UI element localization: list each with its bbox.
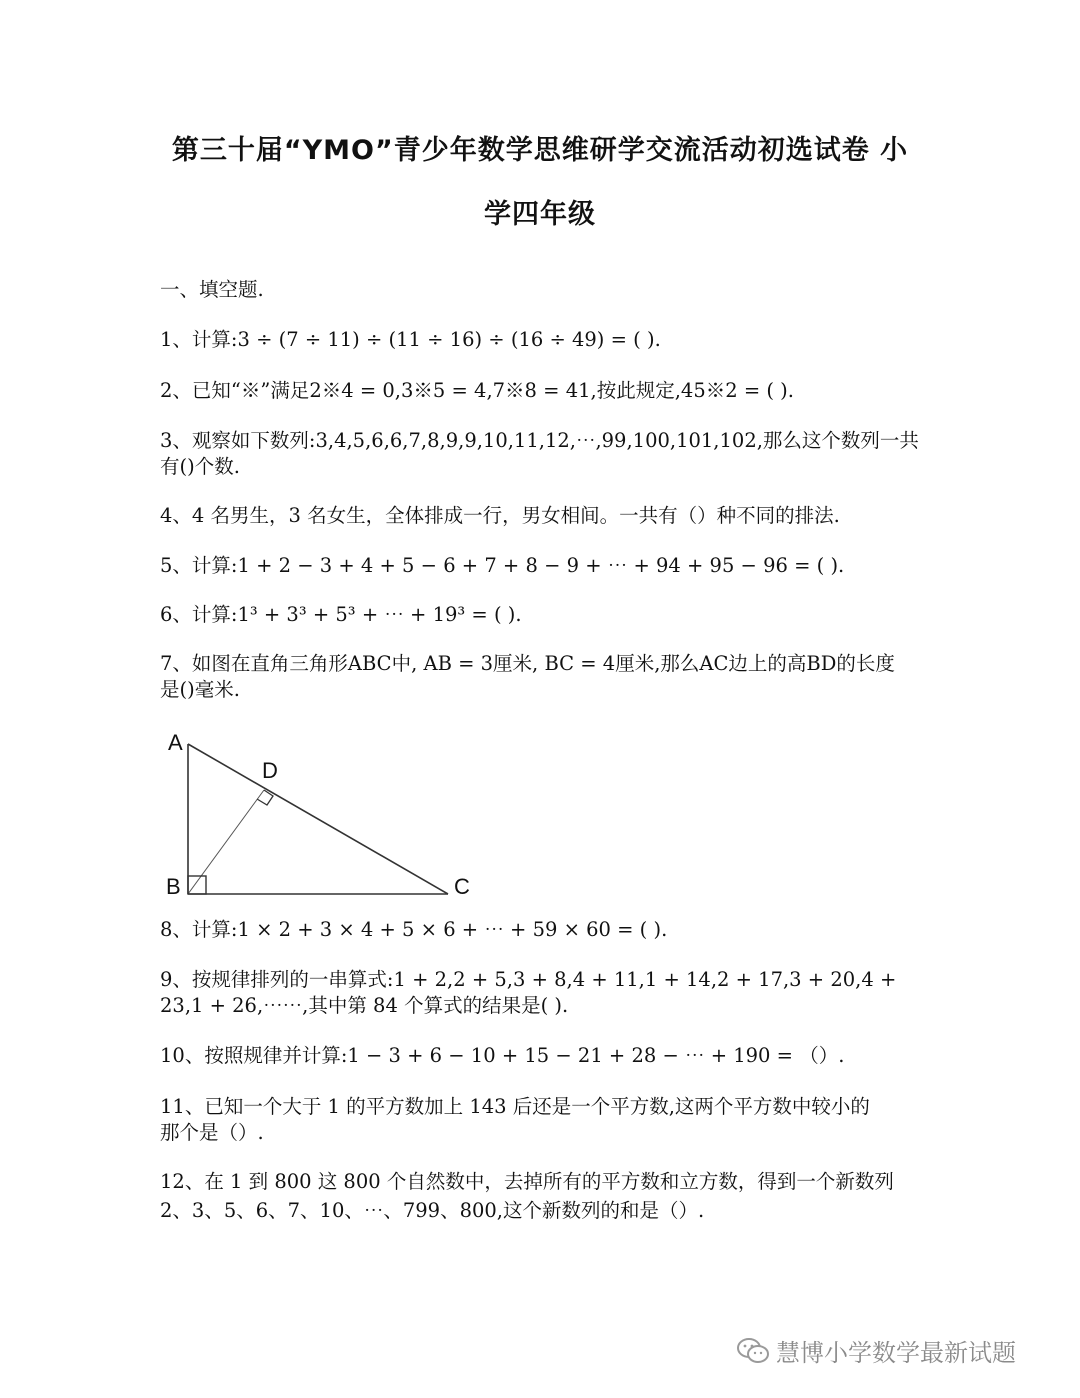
wechat-icon xyxy=(736,1337,770,1365)
question-12-cont: 2、3、5、6、7、10、⋯、799、800,这个新数列的和是（）. xyxy=(160,1199,705,1222)
watermark-text: 慧博小学数学最新试题 xyxy=(776,1339,1016,1367)
section-heading: 一、填空题. xyxy=(160,278,264,301)
page-title-line-2: 学四年级 xyxy=(484,199,596,230)
question-8: 8、计算:1 × 2 + 3 × 4 + 5 × 6 + ⋯ + 59 × 60 = ( ). xyxy=(160,918,668,941)
question-9-cont: 23,1 + 26,⋯⋯,其中第 84 个算式的结果是( ). xyxy=(160,994,569,1017)
question-3: 3、观察如下数列:3,4,5,6,6,7,8,9,9,10,11,12,⋯,99,100,101,102,那么这个数列一共 xyxy=(160,429,919,452)
right-angle-b xyxy=(188,876,206,894)
question-5: 5、计算:1 + 2 − 3 + 4 + 5 − 6 + 7 + 8 − 9 + ⋯ + 94 + 95 − 96 = ( ). xyxy=(160,554,845,577)
question-7-cont: 是()毫米. xyxy=(160,678,240,701)
question-6: 6、计算:1³ + 3³ + 5³ + ⋯ + 19³ = ( ). xyxy=(160,603,522,626)
altitude-bd xyxy=(188,790,264,894)
triangle-figure xyxy=(160,722,490,904)
page-title-line-1: 第三十届“YMO”青少年数学思维研学交流活动初选试卷 小 xyxy=(171,135,909,166)
question-4: 4、4 名男生，3 名女生，全体排成一行，男女相间。一共有（）种不同的排法. xyxy=(160,504,840,527)
triangle xyxy=(188,744,448,894)
question-2: 2、已知“※”满足2※4 = 0,3※5 = 4,7※8 = 41,按此规定,45※2 = ( ). xyxy=(160,379,794,402)
label-a: A xyxy=(168,730,183,755)
question-7: 7、如图在直角三角形ABC中, AB = 3厘米, BC = 4厘米,那么AC边上的高BD的长度 xyxy=(160,652,895,675)
question-10: 10、按照规律并计算:1 − 3 + 6 − 10 + 15 − 21 + 28 − ⋯ + 190 = （）. xyxy=(160,1044,845,1067)
label-c: C xyxy=(454,874,470,899)
question-1: 1、计算:3 ÷ (7 ÷ 11) ÷ (11 ÷ 16) ÷ (16 ÷ 49) = ( ). xyxy=(160,328,661,351)
watermark xyxy=(736,1333,1016,1368)
side-ac xyxy=(188,744,448,894)
question-11: 11、已知一个大于 1 的平方数加上 143 后还是一个平方数,这两个平方数中较小的 xyxy=(160,1095,870,1118)
label-b: B xyxy=(166,874,181,899)
question-9: 9、按规律排列的一串算式:1 + 2,2 + 5,3 + 8,4 + 11,1 + 14,2 + 17,3 + 20,4 + xyxy=(160,968,897,991)
question-12: 12、在 1 到 800 这 800 个自然数中，去掉所有的平方数和立方数，得到一个新数列 xyxy=(160,1170,894,1193)
label-d: D xyxy=(262,758,278,783)
question-11-cont: 那个是（）. xyxy=(160,1121,264,1144)
question-3-cont: 有()个数. xyxy=(160,455,240,478)
